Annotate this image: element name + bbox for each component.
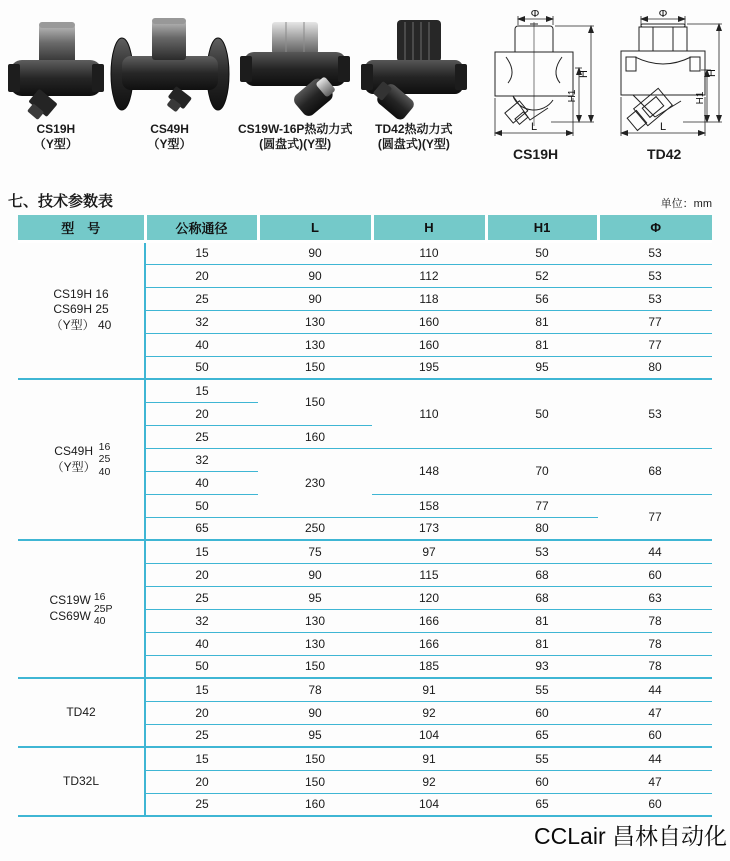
column-header: 公称通径 [145, 215, 258, 241]
value-cell: 250 [258, 517, 372, 540]
value-cell: 173 [372, 517, 486, 540]
value-cell: 50 [486, 241, 598, 264]
value-cell: 77 [598, 494, 712, 540]
value-cell: 60 [486, 770, 598, 793]
value-cell: 65 [486, 724, 598, 747]
dn-cell: 50 [145, 494, 258, 517]
value-cell: 160 [372, 310, 486, 333]
model-cell: CS19W CS69W 16 25P 40 [18, 540, 145, 678]
value-cell: 77 [598, 333, 712, 356]
value-cell: 53 [598, 241, 712, 264]
dn-cell: 25 [145, 586, 258, 609]
column-header: Φ [598, 215, 712, 241]
valve-photo-cs49h [108, 10, 232, 122]
dimension-drawing-svg-cs19h [473, 10, 599, 144]
dn-cell: 15 [145, 379, 258, 402]
value-cell: 70 [486, 448, 598, 494]
dn-cell: 32 [145, 310, 258, 333]
value-cell: 81 [486, 609, 598, 632]
value-cell: 47 [598, 701, 712, 724]
value-cell: 90 [258, 701, 372, 724]
value-cell: 80 [598, 356, 712, 379]
value-cell: 104 [372, 793, 486, 816]
drawing-figure-td42 [600, 6, 728, 164]
model-cell: CS19H 16 CS69H 25 （Y型） 40 [18, 241, 145, 379]
product-figure-cs19w [233, 6, 357, 152]
value-cell: 90 [258, 264, 372, 287]
model-group [18, 747, 712, 816]
product-subtitle: (圆盘式)(Y型) [377, 137, 450, 151]
column-header: 型 号 [18, 215, 145, 241]
dimension-drawing-cs19h [473, 6, 599, 144]
header-row [18, 215, 712, 241]
product-image-td42 [359, 6, 469, 122]
product-figure-td42 [357, 6, 471, 152]
dn-cell: 15 [145, 678, 258, 701]
value-cell: 77 [486, 494, 598, 517]
value-cell: 55 [486, 747, 598, 770]
column-header: L [258, 215, 372, 241]
value-cell: 160 [258, 425, 372, 448]
value-cell: 91 [372, 678, 486, 701]
value-cell: 95 [486, 356, 598, 379]
value-cell: 60 [598, 724, 712, 747]
table-row [18, 747, 712, 770]
value-cell: 77 [598, 310, 712, 333]
product-figure-cs49h [106, 6, 234, 152]
value-cell: 97 [372, 540, 486, 563]
dn-cell: 32 [145, 448, 258, 471]
value-cell: 47 [598, 770, 712, 793]
value-cell: 53 [598, 379, 712, 448]
valve-photo-td42 [359, 10, 469, 122]
value-cell: 56 [486, 287, 598, 310]
value-cell: 110 [372, 241, 486, 264]
dn-cell: 50 [145, 655, 258, 678]
dimension-drawing-td42 [601, 6, 727, 144]
value-cell: 93 [486, 655, 598, 678]
value-cell: 60 [486, 701, 598, 724]
value-cell: 91 [372, 747, 486, 770]
dn-cell: 65 [145, 517, 258, 540]
value-cell: 120 [372, 586, 486, 609]
dim-label-l: L [530, 121, 537, 133]
dn-cell: 40 [145, 333, 258, 356]
value-cell: 150 [258, 356, 372, 379]
value-cell: 60 [598, 793, 712, 816]
dim-label-h: H [706, 69, 719, 77]
model-cell: CS49H （Y型） 16 25 40 [18, 379, 145, 540]
value-cell: 50 [486, 379, 598, 448]
value-cell: 90 [258, 287, 372, 310]
dn-cell: 32 [145, 609, 258, 632]
dim-label-l: L [660, 121, 667, 133]
dn-cell: 20 [145, 264, 258, 287]
value-cell: 81 [486, 333, 598, 356]
value-cell: 52 [486, 264, 598, 287]
product-name: CS19W-16P热动力式 [237, 122, 353, 136]
value-cell: 60 [598, 563, 712, 586]
value-cell: 195 [372, 356, 486, 379]
dn-cell: 20 [145, 563, 258, 586]
value-cell: 130 [258, 609, 372, 632]
dn-cell: 25 [145, 287, 258, 310]
value-cell: 158 [372, 494, 486, 517]
value-cell: 230 [258, 448, 372, 517]
value-cell: 78 [598, 655, 712, 678]
dim-label-phi: Φ [530, 10, 539, 20]
product-name: TD42热动力式 [375, 122, 453, 136]
product-image-cs19h [8, 6, 104, 122]
unit-label: 单位：mm [660, 198, 712, 210]
dn-cell: 15 [145, 241, 258, 264]
value-cell: 63 [598, 586, 712, 609]
product-subtitle: （Y型） [147, 137, 192, 151]
drawing-caption: CS19H [512, 146, 559, 162]
section-header [8, 190, 712, 211]
product-caption [238, 122, 352, 152]
value-cell: 80 [486, 517, 598, 540]
value-cell: 130 [258, 333, 372, 356]
value-cell: 65 [486, 793, 598, 816]
value-cell: 130 [258, 632, 372, 655]
model-group [18, 678, 712, 747]
value-cell: 92 [372, 770, 486, 793]
product-name: CS19H [36, 122, 76, 136]
value-cell: 55 [486, 678, 598, 701]
value-cell: 53 [598, 287, 712, 310]
value-cell: 90 [258, 241, 372, 264]
product-subtitle: （Y型） [33, 137, 78, 151]
dim-label-h: H [577, 70, 590, 78]
product-subtitle: (圆盘式)(Y型) [259, 137, 332, 151]
value-cell: 104 [372, 724, 486, 747]
drawing-caption: TD42 [647, 146, 682, 162]
value-cell: 150 [258, 379, 372, 425]
value-cell: 78 [258, 678, 372, 701]
value-cell: 53 [598, 264, 712, 287]
value-cell: 68 [486, 586, 598, 609]
model-cell: TD42 [18, 678, 145, 747]
dn-cell: 25 [145, 793, 258, 816]
value-cell: 166 [372, 632, 486, 655]
value-cell: 160 [258, 793, 372, 816]
value-cell: 130 [258, 310, 372, 333]
dimension-drawing-svg-td42 [601, 10, 727, 144]
value-cell: 53 [486, 540, 598, 563]
value-cell: 78 [598, 609, 712, 632]
dim-label-phi: Φ [658, 10, 668, 20]
value-cell: 44 [598, 747, 712, 770]
section-title: 七、技术参数表 [8, 193, 114, 210]
dn-cell: 20 [145, 701, 258, 724]
column-header: H [372, 215, 486, 241]
dn-cell: 15 [145, 747, 258, 770]
value-cell: 90 [258, 563, 372, 586]
product-image-cs49h [108, 6, 232, 122]
table-row [18, 540, 712, 563]
drawing-figure-cs19h [471, 6, 601, 164]
valve-photo-cs19h [8, 12, 104, 122]
product-caption [34, 122, 78, 152]
product-image-cs19w [236, 6, 354, 122]
table-row [18, 678, 712, 701]
table-row [18, 241, 712, 264]
value-cell: 68 [598, 448, 712, 494]
value-cell: 148 [372, 448, 486, 494]
value-cell: 75 [258, 540, 372, 563]
table-header [18, 215, 712, 241]
product-name: CS49H [150, 122, 189, 136]
value-cell: 44 [598, 678, 712, 701]
value-cell: 95 [258, 724, 372, 747]
tech-params-table [18, 215, 712, 817]
value-cell: 78 [598, 632, 712, 655]
dim-label-h1: H1 [566, 89, 578, 103]
column-header: H1 [486, 215, 598, 241]
value-cell: 95 [258, 586, 372, 609]
product-figure-cs19h [6, 6, 106, 152]
value-cell: 160 [372, 333, 486, 356]
dn-cell: 15 [145, 540, 258, 563]
dn-cell: 20 [145, 402, 258, 425]
dim-label-h1: H1 [695, 91, 707, 105]
value-cell: 166 [372, 609, 486, 632]
product-caption [148, 122, 192, 152]
company-watermark: CCLair 昌林自动化 [534, 823, 727, 849]
value-cell: 92 [372, 701, 486, 724]
table-row [18, 379, 712, 402]
value-cell: 44 [598, 540, 712, 563]
dn-cell: 40 [145, 632, 258, 655]
value-cell: 81 [486, 632, 598, 655]
model-cell: TD32L [18, 747, 145, 816]
value-cell: 185 [372, 655, 486, 678]
valve-photo-cs19w [236, 10, 354, 122]
dn-cell: 50 [145, 356, 258, 379]
dn-cell: 25 [145, 724, 258, 747]
model-group [18, 379, 712, 540]
value-cell: 81 [486, 310, 598, 333]
value-cell: 110 [372, 379, 486, 448]
value-cell: 115 [372, 563, 486, 586]
model-group [18, 241, 712, 379]
value-cell: 112 [372, 264, 486, 287]
dn-cell: 20 [145, 770, 258, 793]
value-cell: 150 [258, 655, 372, 678]
figure-strip [0, 0, 730, 176]
value-cell: 68 [486, 563, 598, 586]
model-group [18, 540, 712, 678]
product-caption [375, 122, 452, 152]
dn-cell: 25 [145, 425, 258, 448]
value-cell: 150 [258, 747, 372, 770]
value-cell: 150 [258, 770, 372, 793]
value-cell: 118 [372, 287, 486, 310]
dn-cell: 40 [145, 471, 258, 494]
